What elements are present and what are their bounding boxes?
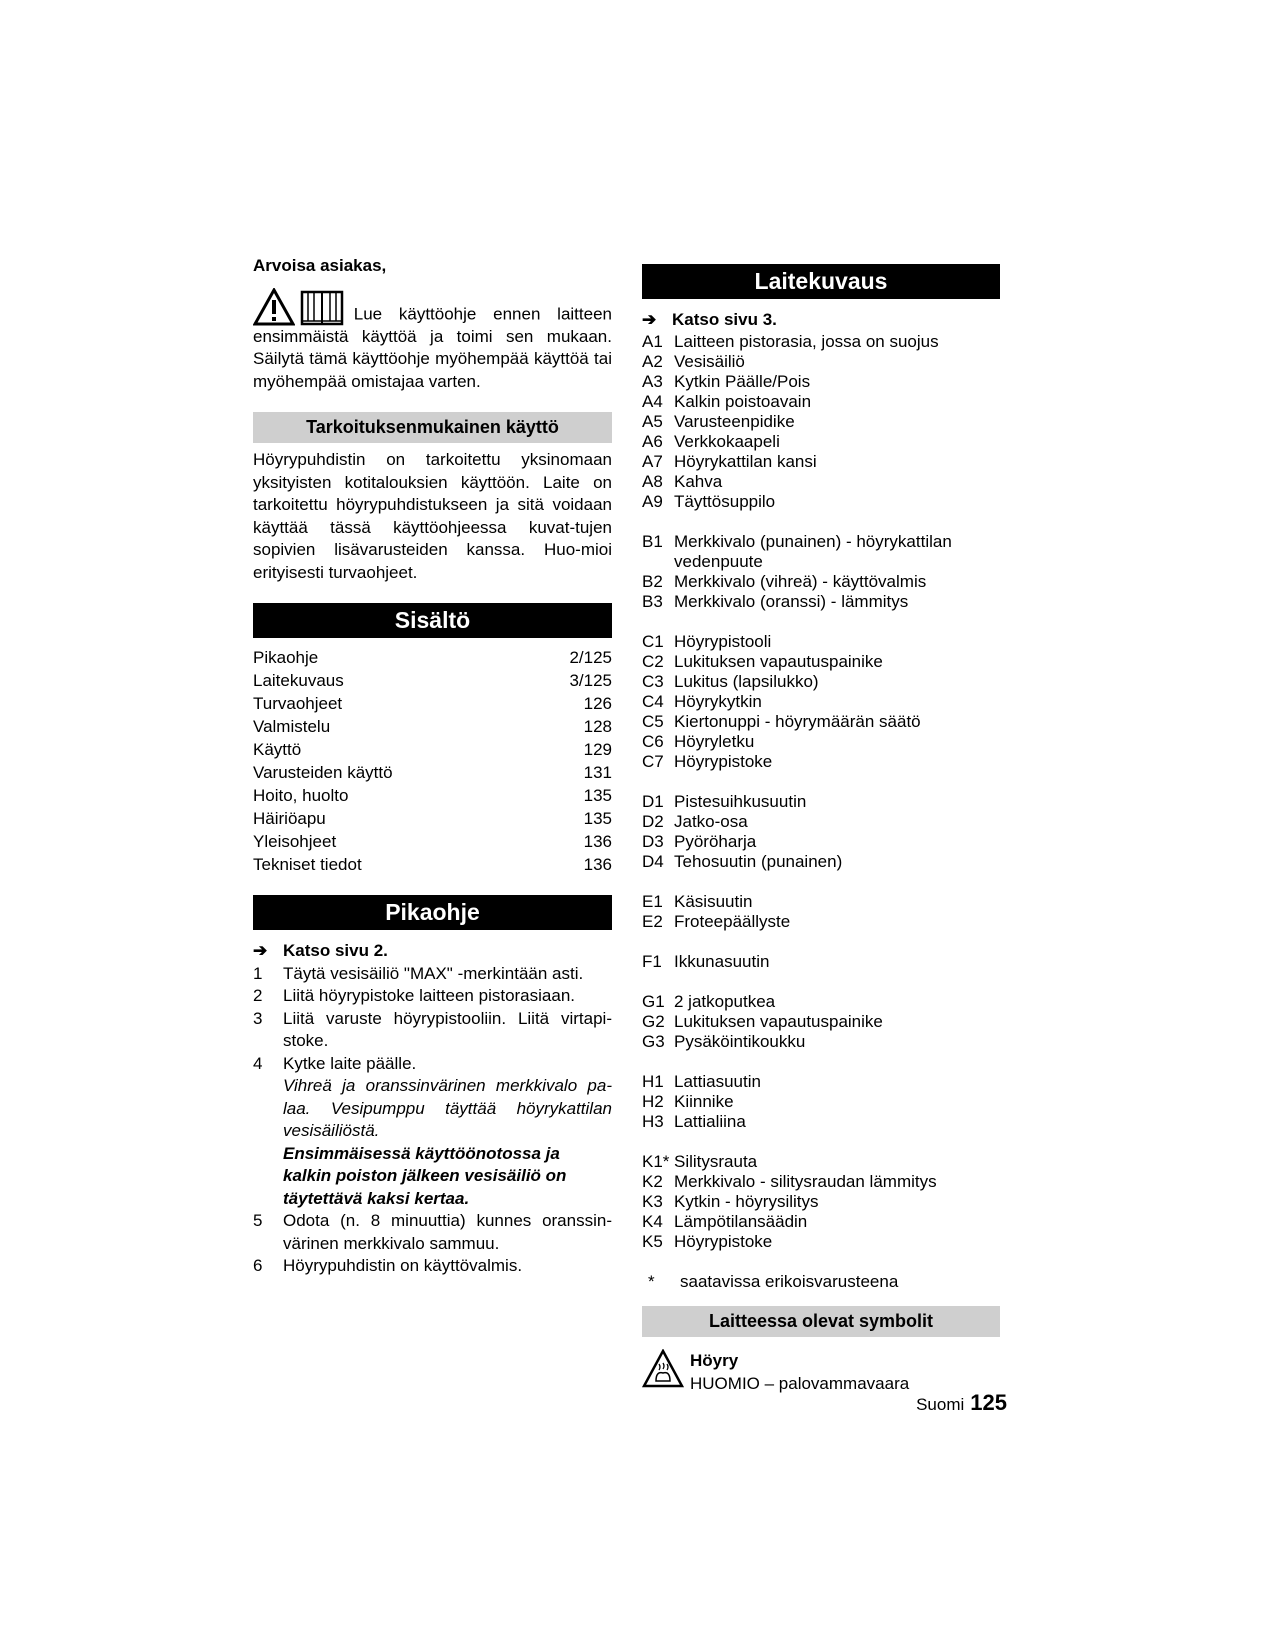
- step-item: [253, 1008, 612, 1053]
- toc-row: [253, 692, 612, 715]
- quick-guide-see-page-text: Katso sivu 2.: [283, 941, 388, 960]
- page-footer: [916, 1392, 1007, 1417]
- part-item: [642, 692, 1000, 712]
- part-item: [642, 672, 1000, 692]
- part-item: [642, 1092, 1000, 1112]
- toc-label: Käyttö: [253, 740, 302, 759]
- step-body: [283, 1008, 612, 1053]
- group-spacer: [642, 612, 1000, 632]
- part-item: [642, 532, 1000, 572]
- device-description-heading: Laitekuvaus: [642, 264, 1000, 299]
- part-item: [642, 352, 1000, 372]
- part-code: D1: [642, 791, 664, 811]
- toc-label: Tekniset tiedot: [253, 855, 362, 874]
- part-item: [642, 1012, 1000, 1032]
- toc-row: [253, 669, 612, 692]
- part-label: Verkkokaapeli: [674, 431, 780, 451]
- device-see-page: [642, 309, 1000, 332]
- symbols-heading: Laitteessa olevat symbolit: [642, 1306, 1000, 1337]
- part-item: [642, 792, 1000, 812]
- part-label: Höyrykattilan kansi: [674, 451, 817, 471]
- warning-icon: [253, 288, 295, 326]
- part-code: E2: [642, 911, 663, 931]
- part-item: [642, 412, 1000, 432]
- part-item: [642, 452, 1000, 472]
- part-code: C2: [642, 651, 664, 671]
- part-label: Kytkin - höyrysilitys: [674, 1191, 819, 1211]
- part-code: A3: [642, 371, 663, 391]
- symbol-name: Höyry: [690, 1350, 739, 1370]
- step-warning-note: Ensimmäisessä käyttöönotossa ja kalkin poiston jälkeen vesisäiliö on täytettävä kaksi kertaa.: [283, 1143, 567, 1208]
- group-spacer: [642, 772, 1000, 792]
- part-code: C5: [642, 711, 664, 731]
- toc-row: [253, 715, 612, 738]
- step-number: 5: [253, 1211, 263, 1230]
- part-label: Höyryletku: [674, 731, 755, 751]
- step-body: [283, 1255, 612, 1278]
- part-code: B2: [642, 571, 663, 591]
- part-label: Kiinnike: [674, 1091, 734, 1111]
- part-label: Höyrypistoke: [674, 751, 773, 771]
- toc-label: Pikaohje: [253, 648, 319, 667]
- part-label: Varusteenpidike: [674, 411, 795, 431]
- quick-guide-heading: Pikaohje: [253, 895, 612, 930]
- group-spacer: [642, 512, 1000, 532]
- part-code: E1: [642, 891, 663, 911]
- quick-guide-see-page: [253, 940, 612, 963]
- toc-page: 3/125: [569, 671, 612, 690]
- part-label: Pysäköintikoukku: [674, 1031, 806, 1051]
- part-item: [642, 1152, 1000, 1172]
- symbol-text: HUOMIO – palovammavaara: [690, 1373, 910, 1393]
- group-spacer: [642, 932, 1000, 952]
- part-item: [642, 1172, 1000, 1192]
- part-label: Vesisäiliö: [674, 351, 745, 371]
- part-item: [642, 732, 1000, 752]
- part-code: A1: [642, 331, 663, 351]
- step-note: Vihreä ja oranssinvärinen merkkivalo pa-laa. Vesipumppu täyttää höyrykattilan vesisäiliöstä.: [283, 1076, 612, 1140]
- part-item: [642, 912, 1000, 932]
- part-label: Täyttösuppilo: [674, 491, 776, 511]
- part-code: G2: [642, 1011, 665, 1031]
- part-code: K3: [642, 1191, 663, 1211]
- part-label: Lämpötilansäädin: [674, 1211, 808, 1231]
- intro-icons: [253, 288, 344, 326]
- toc-row: [253, 784, 612, 807]
- part-code: K1*: [642, 1151, 670, 1171]
- left-column: [253, 255, 612, 1278]
- manual-book-icon: [300, 288, 344, 326]
- part-item: [642, 1192, 1000, 1212]
- part-code: C6: [642, 731, 664, 751]
- part-label: Lukitus (lapsilukko): [674, 671, 819, 691]
- part-item: [642, 992, 1000, 1012]
- device-see-page-text: Katso sivu 3.: [672, 310, 777, 329]
- part-item: [642, 1272, 1000, 1292]
- part-code: A7: [642, 451, 663, 471]
- toc-page: 129: [583, 740, 612, 759]
- part-code: D2: [642, 811, 664, 831]
- toc-page: 135: [583, 786, 612, 805]
- part-label: 2 jatkoputkea: [674, 991, 776, 1011]
- right-column: [642, 264, 1000, 1395]
- part-label: Höyrypistooli: [674, 631, 772, 651]
- part-item: [642, 492, 1000, 512]
- part-code: H2: [642, 1091, 664, 1111]
- part-item: [642, 752, 1000, 772]
- part-item: [642, 1112, 1000, 1132]
- intended-use-heading: Tarkoituksenmukainen käyttö: [253, 412, 612, 443]
- part-label: Kytkin Päälle/Pois: [674, 371, 811, 391]
- part-label: Jatko-osa: [674, 811, 748, 831]
- toc-label: Turvaohjeet: [253, 694, 343, 713]
- part-code: D3: [642, 831, 664, 851]
- part-code: G1: [642, 991, 665, 1011]
- page-number: 125: [970, 1390, 1007, 1415]
- toc-page: 2/125: [569, 648, 612, 667]
- part-item: [642, 432, 1000, 452]
- toc-page: 136: [583, 832, 612, 851]
- part-item: [642, 892, 1000, 912]
- part-item: [642, 812, 1000, 832]
- arrow-right-icon: ➔: [642, 310, 657, 329]
- table-of-contents: [253, 646, 612, 876]
- toc-row: [253, 761, 612, 784]
- step-item: [253, 963, 612, 986]
- part-code: A9: [642, 491, 663, 511]
- part-code: D4: [642, 851, 664, 871]
- quick-guide-steps: [253, 963, 612, 1278]
- step-text: Höyrypuhdistin on käyttövalmis.: [283, 1256, 523, 1275]
- step-body: [283, 985, 612, 1008]
- toc-label: Hoito, huolto: [253, 786, 349, 805]
- greeting: Arvoisa asiakas,: [253, 256, 387, 275]
- part-label: Lattiasuutin: [674, 1071, 761, 1091]
- part-item: [642, 832, 1000, 852]
- part-label: Pistesuihkusuutin: [674, 791, 807, 811]
- part-label: Laitteen pistorasia, jossa on suojus: [674, 331, 939, 351]
- step-text: Täytä vesisäiliö "MAX" -merkintään asti.: [283, 963, 584, 983]
- part-item: [642, 372, 1000, 392]
- intro-text: Lue käyttöohje ennen laitteen ensimmäistä käyttöä ja toimi sen mukaan. Säilytä tämä käyttöohje myöhempää käyttöä tai myöhempää omistajaa varten.: [253, 304, 612, 391]
- toc-label: Laitekuvaus: [253, 671, 344, 690]
- part-code: H1: [642, 1071, 664, 1091]
- step-item: [253, 1210, 612, 1255]
- part-code: B1: [642, 531, 663, 551]
- part-item: [642, 852, 1000, 872]
- step-number: 6: [253, 1256, 263, 1275]
- step-item: [253, 1053, 612, 1211]
- part-item: [642, 472, 1000, 492]
- part-code: F1: [642, 951, 662, 971]
- part-label: Lukituksen vapautuspainike: [674, 1011, 883, 1031]
- steam-hazard-icon: [642, 1349, 684, 1389]
- part-label: Froteepäällyste: [674, 911, 791, 931]
- toc-page: 128: [583, 717, 612, 736]
- part-item: [642, 332, 1000, 352]
- part-label: Silitysrauta: [674, 1151, 758, 1171]
- part-code: A4: [642, 391, 663, 411]
- step-body: [283, 963, 612, 986]
- intended-use-text: Höyrypuhdistin on tarkoitettu yksinomaan yksityisten kotitalouksien käyttöön. Laite on tarkoitettu höyrypuhdistukseen ja sitä voidaan käyttää tässä käyttöohjeessa kuvat-tujen sopivien lisävarusteiden kanssa. Huo-mioi erityisesti turvaohjeet.: [253, 450, 612, 582]
- part-label: Merkkivalo (punainen) - höyrykattilan vedenpuute: [674, 531, 952, 571]
- part-label: Lukituksen vapautuspainike: [674, 651, 883, 671]
- step-body: [283, 1210, 612, 1255]
- part-item: [642, 1232, 1000, 1252]
- toc-row: [253, 646, 612, 669]
- part-code: A2: [642, 351, 663, 371]
- part-item: [642, 392, 1000, 412]
- part-label: Höyrykytkin: [674, 691, 762, 711]
- footer-language: Suomi: [916, 1395, 965, 1414]
- toc-row: [253, 830, 612, 853]
- group-spacer: [642, 1052, 1000, 1072]
- part-item: [642, 652, 1000, 672]
- toc-row: [253, 738, 612, 761]
- toc-row: [253, 853, 612, 876]
- toc-label: Häiriöapu: [253, 809, 326, 828]
- part-code: C1: [642, 631, 664, 651]
- part-item: [642, 952, 1000, 972]
- part-code: C3: [642, 671, 664, 691]
- toc-page: 126: [583, 694, 612, 713]
- part-label: Kiertonuppi - höyrymäärän säätö: [674, 711, 921, 731]
- step-item: [253, 985, 612, 1008]
- part-label: Pyöröharja: [674, 831, 757, 851]
- toc-page: 131: [583, 763, 612, 782]
- part-code: B3: [642, 591, 663, 611]
- part-label: Merkkivalo - silitysraudan lämmitys: [674, 1171, 937, 1191]
- part-code: *: [648, 1271, 655, 1291]
- part-label: Merkkivalo (vihreä) - käyttövalmis: [674, 571, 927, 591]
- contents-heading: Sisältö: [253, 603, 612, 638]
- step-item: [253, 1255, 612, 1278]
- part-item: [642, 632, 1000, 652]
- step-number: 2: [253, 986, 263, 1005]
- part-label: Kahva: [674, 471, 723, 491]
- step-number: 3: [253, 1008, 263, 1028]
- part-code: A5: [642, 411, 663, 431]
- step-text: Odota (n. 8 minuuttia) kunnes oranssin-värinen merkkivalo sammuu.: [283, 1211, 612, 1253]
- group-spacer: [642, 872, 1000, 892]
- symbol-row: [642, 1349, 1000, 1395]
- part-item: [642, 712, 1000, 732]
- toc-page: 136: [583, 855, 612, 874]
- part-item: [642, 1072, 1000, 1092]
- step-text: Kytke laite päälle.: [283, 1053, 417, 1073]
- parts-list: [642, 332, 1000, 1292]
- part-label: Ikkunasuutin: [674, 951, 770, 971]
- part-label: Tehosuutin (punainen): [674, 851, 843, 871]
- part-code: G3: [642, 1031, 665, 1051]
- part-label: Lattialiina: [674, 1111, 746, 1131]
- part-code: H3: [642, 1111, 664, 1131]
- part-code: C4: [642, 691, 664, 711]
- part-code: K5: [642, 1231, 663, 1251]
- arrow-right-icon: ➔: [253, 941, 268, 960]
- part-item: [642, 572, 1000, 592]
- part-code: K4: [642, 1211, 663, 1231]
- part-label: saatavissa erikoisvarusteena: [680, 1271, 899, 1291]
- part-code: A8: [642, 471, 663, 491]
- intro-paragraph: [253, 288, 612, 394]
- part-item: [642, 592, 1000, 612]
- part-label: Kalkin poistoavain: [674, 391, 812, 411]
- toc-page: 135: [583, 809, 612, 828]
- part-label: Merkkivalo (oranssi) - lämmitys: [674, 591, 909, 611]
- step-number: 4: [253, 1053, 263, 1073]
- toc-label: Varusteiden käyttö: [253, 763, 393, 782]
- step-number: 1: [253, 963, 263, 983]
- part-code: A6: [642, 431, 663, 451]
- part-label: Höyrypistoke: [674, 1231, 773, 1251]
- part-code: C7: [642, 751, 664, 771]
- part-item: [642, 1212, 1000, 1232]
- group-spacer: [642, 1132, 1000, 1152]
- group-spacer: [642, 972, 1000, 992]
- toc-label: Valmistelu: [253, 717, 331, 736]
- step-body: [283, 1053, 612, 1211]
- step-text: Liitä varuste höyrypistooliin. Liitä virtapi-stoke.: [283, 1008, 612, 1050]
- toc-row: [253, 807, 612, 830]
- part-code: K2: [642, 1171, 663, 1191]
- toc-label: Yleisohjeet: [253, 832, 337, 851]
- part-item: [642, 1032, 1000, 1052]
- step-text: Liitä höyrypistoke laitteen pistorasiaan.: [283, 986, 575, 1005]
- part-label: Käsisuutin: [674, 891, 753, 911]
- group-spacer: [642, 1252, 1000, 1272]
